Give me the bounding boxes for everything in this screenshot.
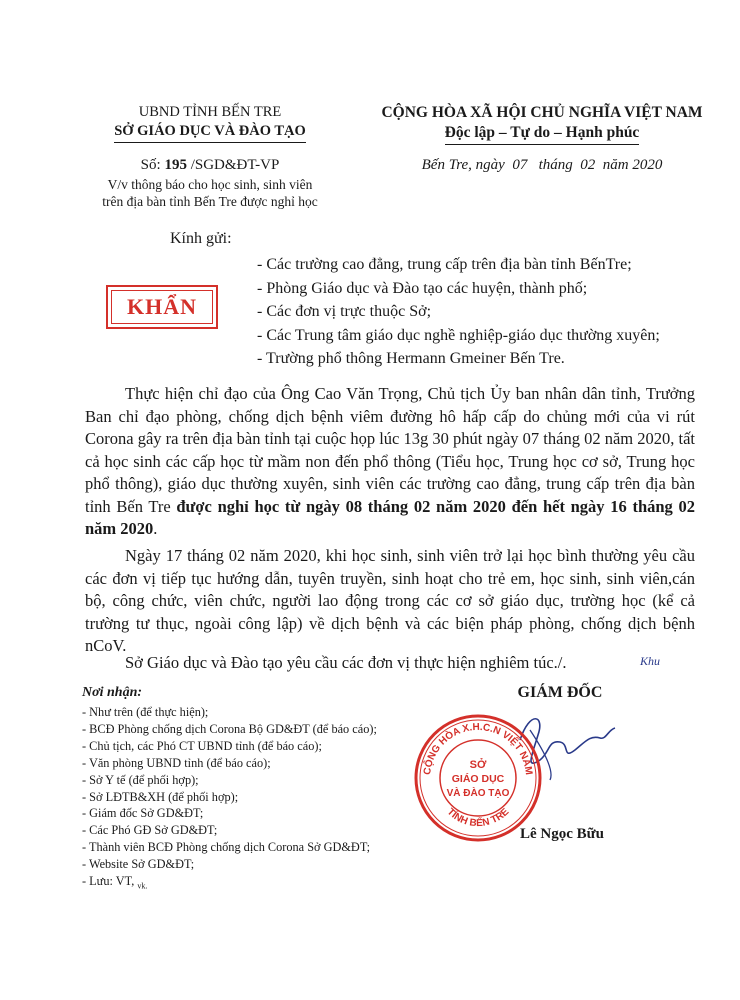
issuer-province: UBND TỈNH BẾN TRE bbox=[138, 104, 282, 120]
date-year: 2020 bbox=[632, 157, 663, 173]
paragraph-2: Ngày 17 tháng 02 năm 2020, khi học sinh, sinh viên trở lại học bình thường yêu cầu các đơn vị tiếp tục hướng dẫn, tuyên truyền, sinh hoạt cho trẻ em, học sinh, sinh viên,cán bộ, công chức, viên chức, người lao động trong các cơ sở giáo dục, trường học (kể cả trường tư thục, ngoài công lập) về dịch bệnh và các biện pháp phòng, chống dịch bệnh nCoV. bbox=[85, 546, 695, 655]
recipient-item: - Các Trung tâm giáo dục nghề nghiệp-giáo dục thường xuyên; bbox=[257, 326, 660, 344]
doc-number-prefix: Số: bbox=[140, 157, 165, 173]
recipient-item: - Các đơn vị trực thuộc Sở; bbox=[257, 303, 432, 321]
distribution-item: - Website Sở GD&ĐT; bbox=[82, 857, 195, 872]
distribution-item: - Như trên (để thực hiện); bbox=[82, 705, 209, 719]
national-header bbox=[372, 103, 712, 145]
date-day: 07 bbox=[512, 157, 528, 173]
subject-line-1: V/v thông báo cho học sinh, sinh viên bbox=[107, 177, 313, 192]
date-year-label: năm bbox=[602, 157, 629, 173]
issuer-block bbox=[60, 103, 360, 143]
paragraph-3: Sở Giáo dục và Đào tạo yêu cầu các đơn vị thực hiện nghiêm túc./. bbox=[125, 653, 567, 672]
document-date bbox=[372, 157, 712, 174]
date-place: Bến Tre, ngày bbox=[421, 157, 505, 173]
archive-suffix: vk. bbox=[137, 881, 148, 891]
distribution-item bbox=[82, 873, 377, 895]
signer-name: Lê Ngọc Bữu bbox=[519, 826, 604, 842]
distribution-item: - Các Phó GĐ Sở GD&ĐT; bbox=[82, 823, 218, 838]
distribution-item: - Giám đốc Sở GD&ĐT; bbox=[82, 806, 204, 821]
date-month: 02 bbox=[580, 157, 596, 173]
distribution-item: - Sở LĐTB&XH (để phối hợp); bbox=[82, 789, 239, 804]
date-month-label: tháng bbox=[538, 157, 573, 173]
paragraph-1-emphasis: được nghỉ học từ ngày 08 tháng 02 năm 2020 đến hết ngày 16 tháng 02 năm 2020 bbox=[85, 496, 695, 538]
seal-center-1: SỞ bbox=[469, 759, 487, 771]
recipient-item: - Phòng Giáo dục và Đào tạo các huyện, thành phố; bbox=[257, 279, 588, 297]
seal-top-text: CỘNG HÒA X.H.C.N VIỆT NAM bbox=[422, 721, 535, 776]
recipient-item: - Các trường cao đẳng, trung cấp trên địa bàn tỉnh BếnTre; bbox=[257, 256, 632, 273]
paragraph-1-end: . bbox=[153, 519, 158, 538]
issuer-department: SỞ GIÁO DỤC VÀ ĐÀO TẠO bbox=[114, 122, 306, 143]
distribution-item: - Thành viên BCĐ Phòng chống dịch Corona Sở GD&ĐT; bbox=[82, 840, 371, 855]
doc-number-suffix: /SGD&ĐT-VP bbox=[186, 157, 280, 173]
document-number bbox=[60, 157, 360, 174]
distribution-list bbox=[82, 704, 377, 895]
paragraph-1-text: Thực hiện chỉ đạo của Ông Cao Văn Trọng, Chủ tịch Ủy ban nhân dân tỉnh, Trưởng Ban chỉ đạo phòng, chống dịch bệnh viêm đường hô hấp cấp do chủng mới của vi rút Corona gây ra trên địa bàn tỉnh tại cuộc họp lúc 13g 30 phút ngày 07 tháng 02 năm 2020, tất cả học sinh các cấp học từ mầm non đến phổ thông (Tiểu học, Trung học cơ sở, Trung học phổ thông), giáo dục thường xuyên, sinh viên các trường cao đẳng, trung cấp trên địa bàn tỉnh Bến Tre bbox=[85, 384, 695, 516]
doc-number-value: 195 bbox=[164, 157, 187, 173]
distribution-item: - BCĐ Phòng chống dịch Corona Bộ GD&ĐT (để báo cáo); bbox=[82, 721, 377, 736]
national-title: CỘNG HÒA XÃ HỘI CHỦ NGHĨA VIỆT NAM bbox=[381, 104, 703, 121]
archive-label: - Lưu: VT, bbox=[82, 874, 138, 889]
recipient-list bbox=[257, 253, 660, 371]
distribution-title: Nơi nhận: bbox=[82, 685, 143, 700]
seal-bottom-text: TỈNH BẾN TRE bbox=[444, 806, 512, 830]
subject-line-2: trên địa bàn tỉnh Bến Tre được nghỉ học bbox=[102, 194, 318, 209]
distribution-item: - Sở Y tế (để phối hợp); bbox=[82, 772, 199, 787]
greeting: Kính gửi: bbox=[170, 230, 232, 247]
initials-mark: Khu bbox=[640, 654, 661, 668]
urgent-stamp: KHẨN bbox=[106, 285, 218, 329]
paragraph-1 bbox=[85, 383, 695, 541]
seal-center-3: VÀ ĐÀO TẠO bbox=[446, 788, 510, 799]
national-motto: Độc lập – Tự do – Hạnh phúc bbox=[445, 123, 640, 145]
recipient-item: - Trường phổ thông Hermann Gmeiner Bến Tre. bbox=[257, 350, 565, 368]
distribution-item: - Văn phòng UBND tỉnh (để báo cáo); bbox=[82, 755, 271, 770]
seal-center-2: GIÁO DỤC bbox=[451, 773, 505, 785]
document-subject bbox=[60, 176, 360, 210]
distribution-item: - Chủ tịch, các Phó CT UBND tỉnh (để báo cáo); bbox=[82, 738, 322, 753]
signer-title: GIÁM ĐỐC bbox=[517, 684, 603, 701]
official-seal bbox=[412, 712, 544, 844]
